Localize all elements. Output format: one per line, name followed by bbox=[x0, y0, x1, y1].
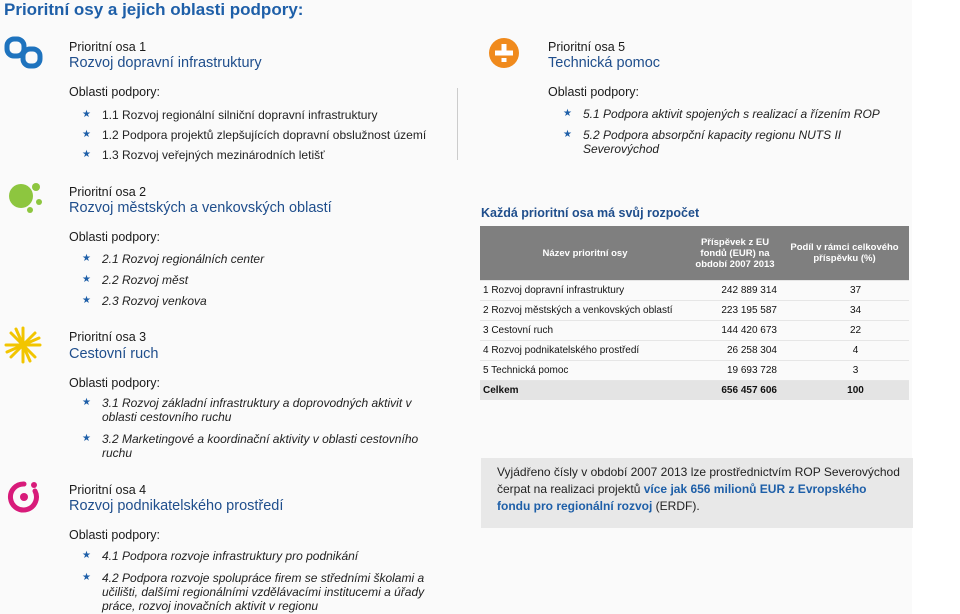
table-cell: 5 Technická pomoc bbox=[480, 361, 690, 381]
axis-2-label: Prioritní osa 2 bbox=[69, 185, 147, 199]
sun-icon bbox=[4, 326, 42, 364]
table-cell: 100 bbox=[780, 381, 909, 401]
table-row bbox=[480, 321, 909, 341]
budget-title: Každá prioritní osa má svůj rozpočet bbox=[481, 206, 700, 220]
table-header: Podíl v rámci celkového příspěvku (%) bbox=[780, 226, 909, 281]
table-cell: 37 bbox=[780, 281, 909, 301]
table-cell: 19 693 728 bbox=[690, 361, 780, 381]
table-row bbox=[480, 361, 909, 381]
table-cell: 26 258 304 bbox=[690, 341, 780, 361]
axis-4-areas-label: Oblasti podpory: bbox=[69, 528, 161, 542]
table-cell: Celkem bbox=[480, 381, 690, 401]
list-item: ★ 2.3 Rozvoj venkova bbox=[80, 294, 440, 308]
list-item: ★ 5.2 Podpora absorpční kapacity regionu NUTS II Severovýchod bbox=[561, 128, 881, 156]
table-row bbox=[480, 341, 909, 361]
axis-4-areas bbox=[80, 549, 425, 613]
list-item: ★ 4.2 Podpora rozvoje spolupráce firem se středními školami a učilišti, dalšími regionálními vzdělávacími institucemi a úřady práce, rozvoj inovačních aktivit v regionu bbox=[80, 571, 425, 613]
note-highlight: více jak 656 milionů EUR z Evropského fondu pro regionální rozvoj bbox=[497, 482, 867, 513]
axis-4-name: Rozvoj podnikatelského prostředí bbox=[69, 498, 284, 514]
table-cell: 3 Cestovní ruch bbox=[480, 321, 690, 341]
table-cell: 4 Rozvoj podnikatelského prostředí bbox=[480, 341, 690, 361]
axis-2-name: Rozvoj městských a venkovských oblastí bbox=[69, 200, 332, 216]
table-cell: 2 Rozvoj městských a venkovských oblastí bbox=[480, 301, 690, 321]
table-total-row bbox=[480, 381, 909, 401]
table-cell: 22 bbox=[780, 321, 909, 341]
table-cell: 223 195 587 bbox=[690, 301, 780, 321]
axis-3-areas-label: Oblasti podpory: bbox=[69, 376, 161, 390]
list-item: ★ 2.1 Rozvoj regionálních center bbox=[80, 252, 440, 266]
table-row bbox=[480, 301, 909, 321]
page-title: Prioritní osy a jejich oblasti podpory: bbox=[4, 0, 304, 19]
list-item: ★ 4.1 Podpora rozvoje infrastruktury pro podnikání bbox=[80, 549, 425, 563]
divider bbox=[457, 88, 458, 160]
table-cell: 656 457 606 bbox=[690, 381, 780, 401]
note-text-end: (ERDF). bbox=[652, 499, 700, 513]
axis-2-areas-label: Oblasti podpory: bbox=[69, 230, 161, 244]
axis-1-label: Prioritní osa 1 bbox=[69, 40, 147, 54]
list-item: ★ 1.2 Podpora projektů zlepšujících dopravní obslužnost území bbox=[80, 128, 460, 142]
two-circles-icon bbox=[4, 36, 44, 70]
green-blob-icon bbox=[6, 180, 46, 216]
list-item: ★ 2.2 Rozvoj měst bbox=[80, 273, 440, 287]
table-cell: 144 420 673 bbox=[690, 321, 780, 341]
table-header: Název prioritní osy bbox=[480, 226, 690, 281]
budget-table bbox=[480, 226, 909, 400]
axis-1-name: Rozvoj dopravní infrastruktury bbox=[69, 55, 262, 71]
axis-5-areas bbox=[561, 107, 881, 156]
table-cell: 1 Rozvoj dopravní infrastruktury bbox=[480, 281, 690, 301]
table-row bbox=[480, 281, 909, 301]
table-header: Příspěvek z EU fondů (EUR) na období 2007 2013 bbox=[690, 226, 780, 281]
axis-2-areas bbox=[80, 252, 440, 308]
table-cell: 3 bbox=[780, 361, 909, 381]
axis-1-areas bbox=[80, 108, 460, 162]
axis-5-label: Prioritní osa 5 bbox=[548, 40, 626, 54]
list-item: ★ 3.2 Marketingové a koordinační aktivity v oblasti cestovního ruchu bbox=[80, 432, 425, 460]
table-cell: 34 bbox=[780, 301, 909, 321]
table-cell: 242 889 314 bbox=[690, 281, 780, 301]
list-item: ★ 5.1 Podpora aktivit spojených s realizací a řízením ROP bbox=[561, 107, 881, 121]
axis-3-areas bbox=[80, 396, 425, 460]
table-cell: 4 bbox=[780, 341, 909, 361]
note-text: Vyjádřeno čísly v období 2007 2013 lze prostřednictvím ROP Severovýchod čerpat na realizaci projektů bbox=[497, 465, 900, 496]
magenta-ring-icon bbox=[7, 480, 41, 514]
axis-5-areas-label: Oblasti podpory: bbox=[548, 85, 640, 99]
axis-5-name: Technická pomoc bbox=[548, 55, 661, 71]
axis-1-areas-label: Oblasti podpory: bbox=[69, 85, 161, 99]
plus-circle-icon bbox=[488, 37, 520, 69]
summary-note bbox=[481, 458, 913, 528]
axis-3-label: Prioritní osa 3 bbox=[69, 330, 147, 344]
list-item: ★ 1.3 Rozvoj veřejných mezinárodních letišť bbox=[80, 148, 460, 162]
list-item: ★ 1.1 Rozvoj regionální silniční dopravní infrastruktury bbox=[80, 108, 460, 122]
axis-4-label: Prioritní osa 4 bbox=[69, 483, 147, 497]
list-item: ★ 3.1 Rozvoj základní infrastruktury a doprovodných aktivit v oblasti cestovního ruchu bbox=[80, 396, 425, 424]
axis-3-name: Cestovní ruch bbox=[69, 346, 159, 362]
